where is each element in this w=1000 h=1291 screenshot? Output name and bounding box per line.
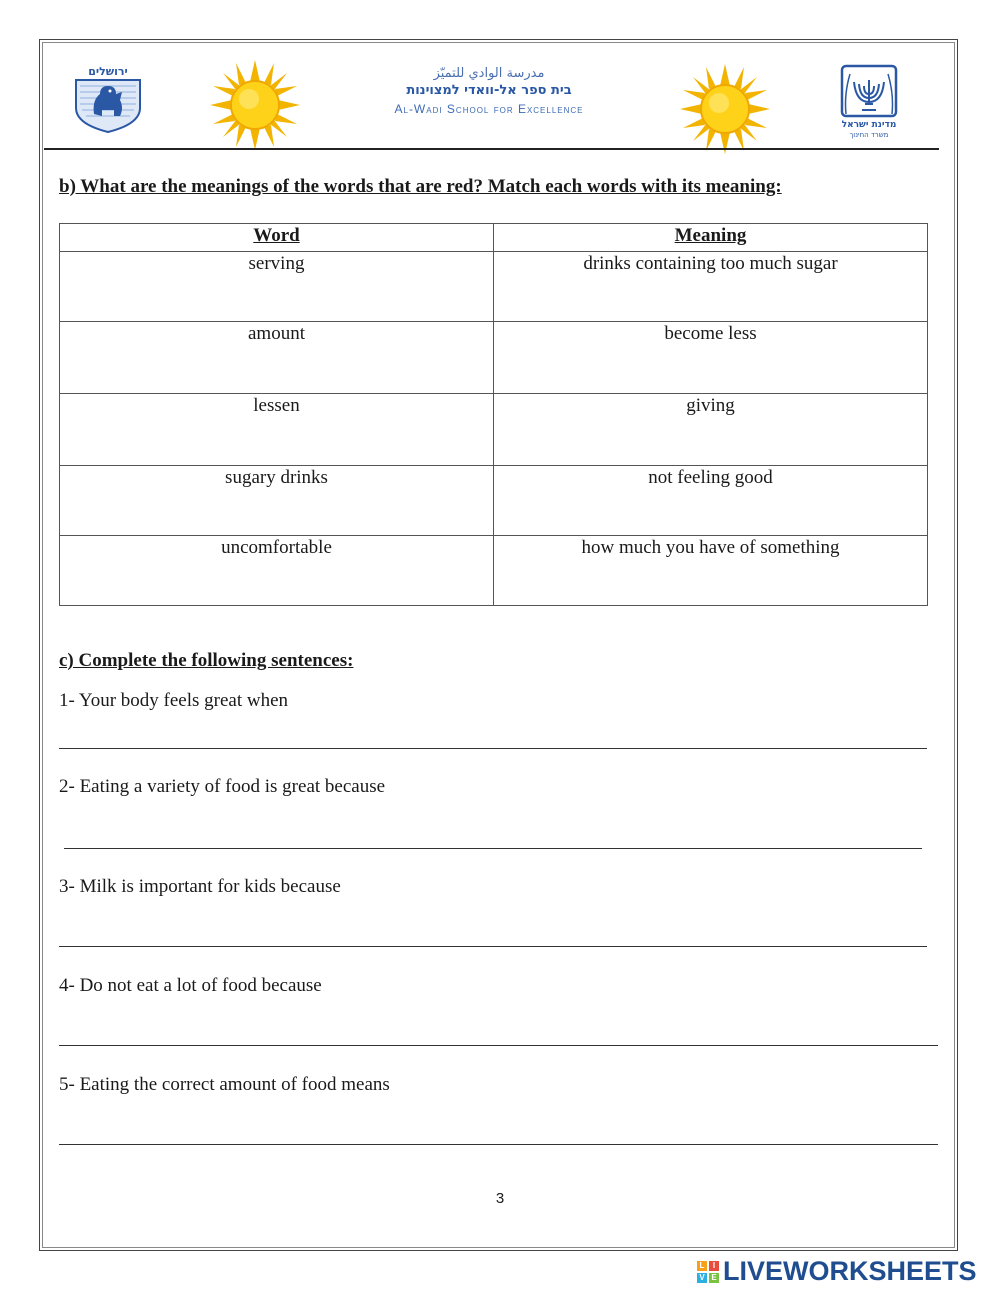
header-divider (44, 148, 939, 150)
word-cell[interactable]: uncomfortable (60, 536, 494, 606)
sentence-prompt: 3- Milk is important for kids because (59, 876, 341, 897)
word-cell[interactable]: sugary drinks (60, 466, 494, 536)
table-row (60, 252, 928, 322)
brand-block: L (697, 1261, 707, 1271)
sun-icon (680, 64, 770, 154)
table-row (60, 466, 928, 536)
brand-block: E (709, 1273, 719, 1283)
school-name-english: Al-Wadi School for Excellence (394, 102, 584, 116)
table-row (60, 536, 928, 606)
jerusalem-emblem-logo (70, 64, 146, 134)
school-header (44, 44, 944, 149)
brand-block: I (709, 1261, 719, 1271)
liveworksheets-blocks-icon (697, 1261, 719, 1283)
word-cell[interactable]: serving (60, 252, 494, 322)
answer-line[interactable] (59, 748, 927, 749)
brand-block: V (697, 1273, 707, 1283)
word-meaning-table (59, 223, 928, 606)
sentence-prompt: 1- Your body feels great when (59, 690, 289, 711)
table-header-row (60, 224, 928, 252)
meaning-cell[interactable]: drinks containing too much sugar (494, 252, 928, 322)
liveworksheets-logo[interactable] (697, 1256, 977, 1287)
school-name-hebrew: בית ספר אל-וואדי למצוינות (406, 83, 572, 98)
answer-line[interactable] (59, 1144, 938, 1145)
section-c-heading: c) Complete the following sentences: (59, 650, 354, 671)
meaning-cell[interactable]: not feeling good (494, 466, 928, 536)
sentence-prompt: 4- Do not eat a lot of food because (59, 975, 322, 996)
liveworksheets-wordmark: LIVEWORKSHEETS (723, 1256, 977, 1286)
state-logo-text: מדינת ישראל (841, 120, 897, 130)
school-name-block (344, 66, 634, 118)
sun-icon (210, 60, 300, 150)
state-logo-subtext: משרד החינוך (849, 131, 889, 139)
sentence-prompt: 5- Eating the correct amount of food means (59, 1074, 390, 1095)
column-header-word: Word (60, 224, 494, 252)
page-number: 3 (495, 1190, 505, 1207)
answer-line[interactable] (59, 1045, 938, 1046)
table-row (60, 394, 928, 466)
section-b-heading: b) What are the meanings of the words that are red? Match each words with its meaning: (59, 176, 782, 197)
word-cell[interactable]: lessen (60, 394, 494, 466)
word-cell[interactable]: amount (60, 322, 494, 394)
answer-line[interactable] (59, 946, 927, 947)
table-row (60, 322, 928, 394)
answer-line[interactable] (64, 848, 922, 849)
school-name-arabic: مدرسة الوادي للتميّز (433, 66, 545, 81)
meaning-cell[interactable]: how much you have of something (494, 536, 928, 606)
column-header-meaning: Meaning (494, 224, 928, 252)
state-of-israel-emblem-logo (834, 64, 904, 140)
sentence-prompt: 2- Eating a variety of food is great because (59, 776, 386, 797)
meaning-cell[interactable]: become less (494, 322, 928, 394)
jerusalem-logo-text: ירושלים (88, 65, 128, 78)
meaning-cell[interactable]: giving (494, 394, 928, 466)
